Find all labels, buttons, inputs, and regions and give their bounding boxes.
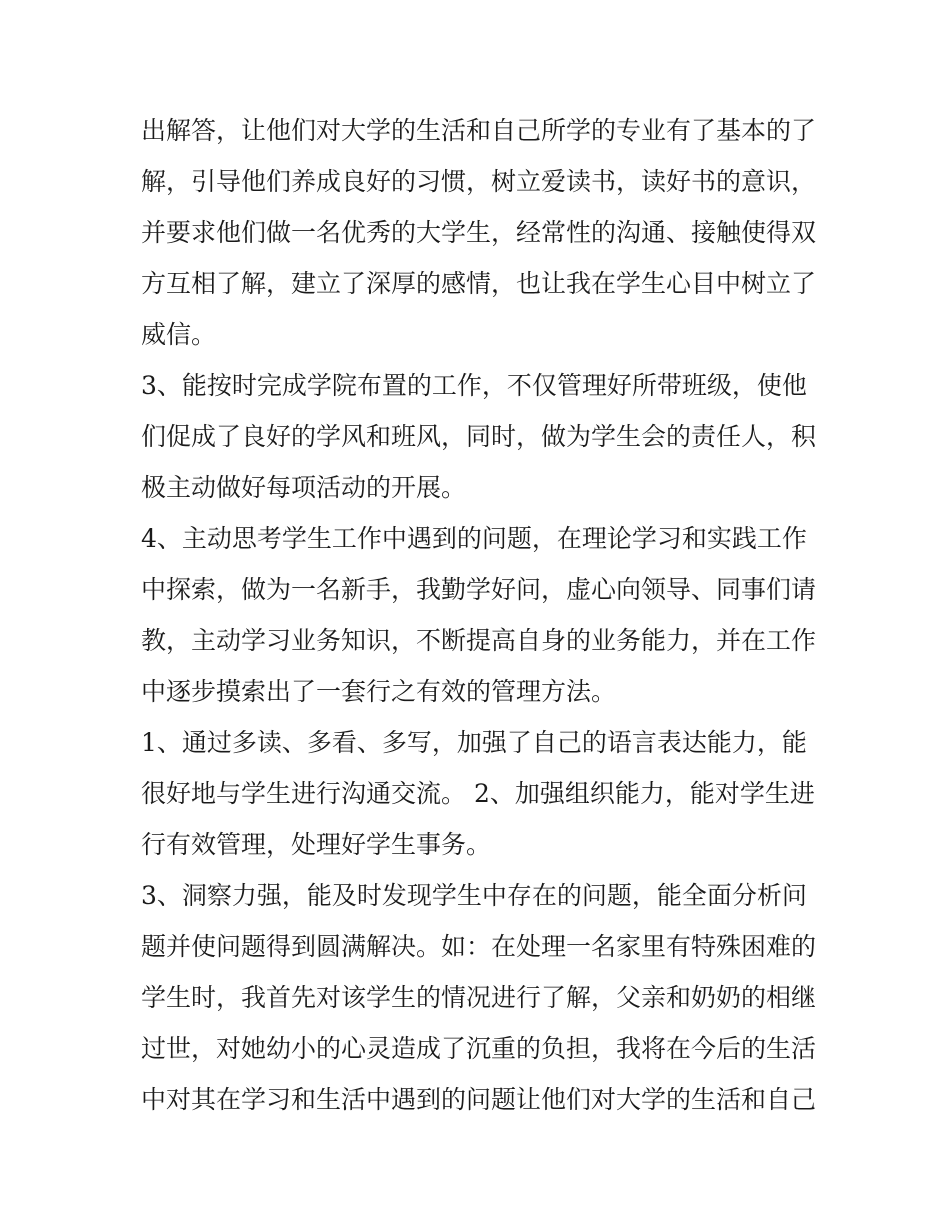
text-line: 3、洞察力强，能及时发现学生中存在的问题，能全面分析问 [141, 881, 807, 910]
text-line: 出解答，让他们对大学的生活和自己所学的专业有了基本的了 [141, 116, 817, 145]
body-text [141, 105, 821, 1125]
text-line: 中逐步摸索出了一套行之有效的管理方法。 [141, 677, 617, 706]
text-line: 极主动做好每项活动的开展。 [141, 473, 467, 502]
text-line: 解，引导他们养成良好的习惯，树立爱读书，读好书的意识， [141, 167, 817, 196]
text-line: 很好地与学生进行沟通交流。 2、加强组织能力，能对学生进 [141, 779, 815, 808]
text-line: 方互相了解，建立了深厚的感情，也让我在学生心目中树立了 [141, 269, 817, 298]
text-line: 教，主动学习业务知识，不断提高自身的业务能力，并在工作 [141, 626, 817, 655]
text-line: 们促成了良好的学风和班风，同时，做为学生会的责任人，积 [141, 422, 817, 451]
text-line: 1、通过多读、多看、多写，加强了自己的语言表达能力，能 [141, 728, 807, 757]
text-line: 过世，对她幼小的心灵造成了沉重的负担，我将在今后的生活 [141, 1034, 817, 1063]
text-line: 威信。 [141, 320, 217, 349]
text-line: 并要求他们做一名优秀的大学生，经常性的沟通、接触使得双 [141, 218, 817, 247]
text-line: 中探索，做为一名新手，我勤学好问，虚心向领导、同事们请 [141, 575, 817, 604]
text-line: 行有效管理，处理好学生事务。 [141, 830, 492, 859]
text-line: 学生时，我首先对该学生的情况进行了解，父亲和奶奶的相继 [141, 983, 817, 1012]
text-line: 题并使问题得到圆满解决。如：在处理一名家里有特殊困难的 [141, 932, 817, 961]
text-line: 3、能按时完成学院布置的工作，不仅管理好所带班级，使他 [141, 371, 807, 400]
text-line: 4、主动思考学生工作中遇到的问题，在理论学习和实践工作 [141, 524, 807, 553]
text-line: 中对其在学习和生活中遇到的问题让他们对大学的生活和自己 [141, 1085, 817, 1114]
